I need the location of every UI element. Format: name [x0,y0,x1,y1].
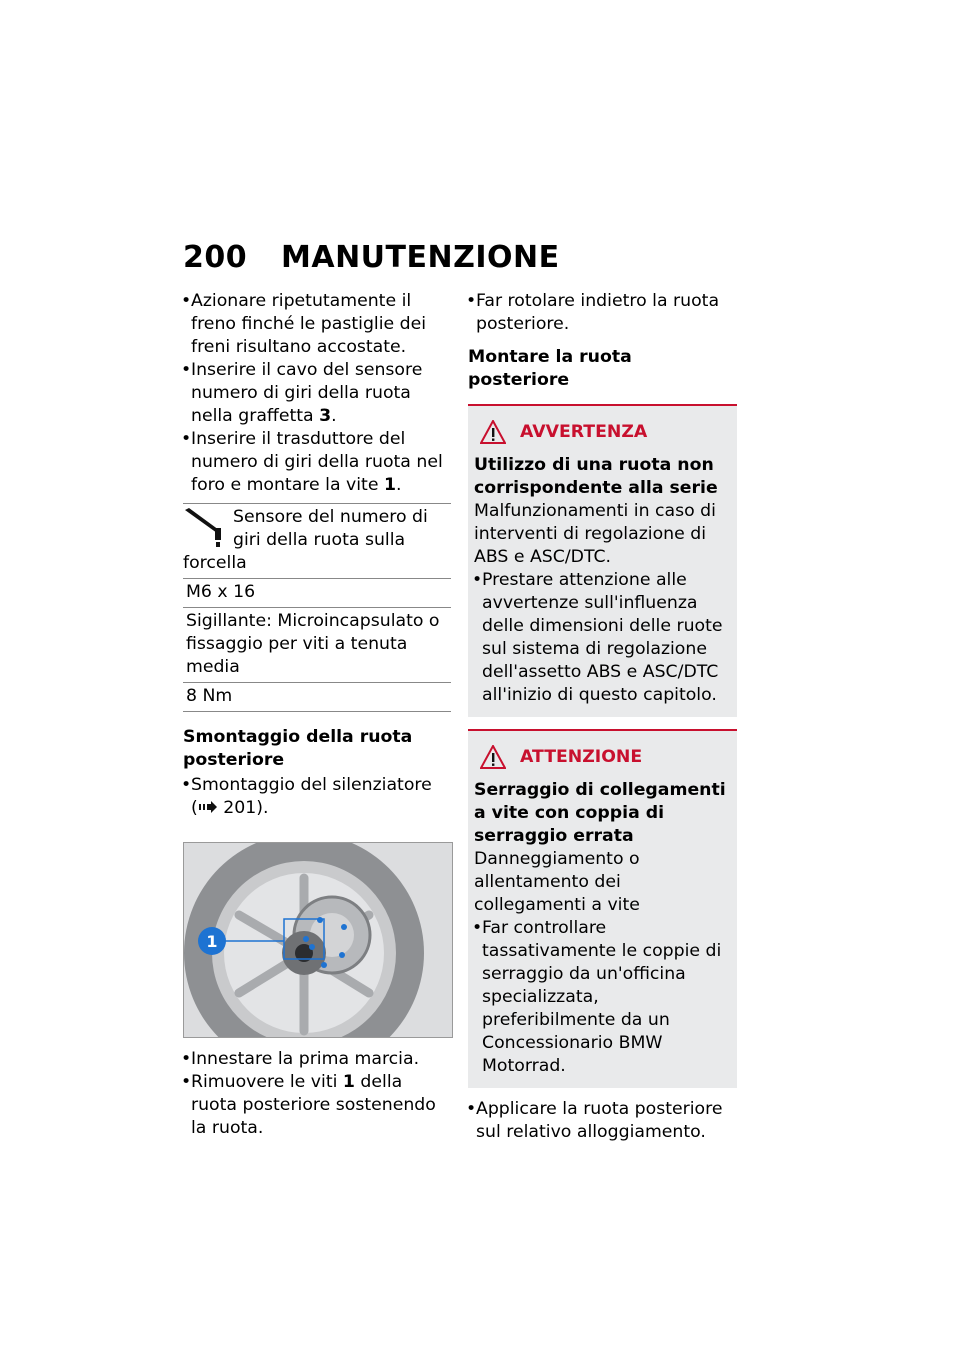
photo-callout-label: 1 [206,932,218,951]
torque-value: 8 Nm [183,683,451,712]
list-item: • Smontaggio del silenziatore ( 201). [181,775,432,818]
caution-body: Danneggiamento o allentamento dei collegamenti a vite [474,849,640,915]
caution-box [468,729,737,1088]
ref-number: 1 [383,475,396,495]
ref-number: 1 [342,1072,355,1092]
torque-size: M6 x 16 [183,579,451,608]
page-number: 200 [183,240,248,275]
list-item: • Azionare ripetutamente il freno finché le pastiglie dei freni risultano accostate. [181,291,427,357]
rear-wheel-illustration [184,843,452,1037]
page-title: MANUTENZIONE [281,240,560,275]
page-reference-arrow-icon [198,801,218,813]
warning-box [468,404,737,717]
section-title: Smontaggio della ruota posteriore [183,727,413,770]
warning-body: Malfunzionamenti in caso di interventi di regolazione di ABS e ASC/DTC. [474,501,716,567]
torque-sealant: Sigillante: Microincapsulato o fissaggio per viti a tenuta media [183,608,451,683]
section-title: Montare la ruota posteriore [468,347,632,390]
warning-triangle-icon [480,745,506,769]
list-item: • Far rotolare indietro la ruota posteriore. [466,291,720,334]
list-item: • Inserire il trasduttore del numero di giri della ruota nel foro e montare la vite 1. [181,429,443,495]
rear-wheel-photo [183,842,453,1038]
list-item: • Innestare la prima marcia. [181,1049,420,1069]
wrench-icon [183,506,233,548]
warning-title: Utilizzo di una ruota non corrispondente alla serie [474,455,718,498]
left-column [183,290,451,1140]
list-item: • Inserire il cavo del sensore numero di giri della ruota nella graffetta 3. [181,360,423,426]
right-column [468,290,737,1144]
list-item: • Applicare la ruota posteriore sul relativo alloggiamento. [466,1099,723,1142]
torque-table [183,503,451,712]
list-item: • Far controllare tassativamente le coppie di serraggio da un'officina specializzata, preferibilmente da un Concessionario BMW Motorrad. [472,918,722,1076]
ref-number: 3 [319,406,332,426]
caution-label: ATTENZIONE [520,746,643,767]
warning-label: AVVERTENZA [520,421,648,442]
torque-label: Sensore del numero di giri della ruota sulla forcella [183,507,428,573]
list-item: • Prestare attenzione alle avvertenze sull'influenza delle dimensioni delle ruote sul sistema di regolazione dell'assetto ABS e ASC/DTC all'inizio di questo capitolo. [472,570,723,705]
page-header [183,240,560,275]
caution-title: Serraggio di collegamenti a vite con coppia di serraggio errata [474,780,726,846]
torque-label-row [183,504,451,579]
list-item: • Rimuovere le viti 1 della ruota posteriore sostenendo la ruota. [181,1072,436,1138]
warning-triangle-icon [480,420,506,444]
